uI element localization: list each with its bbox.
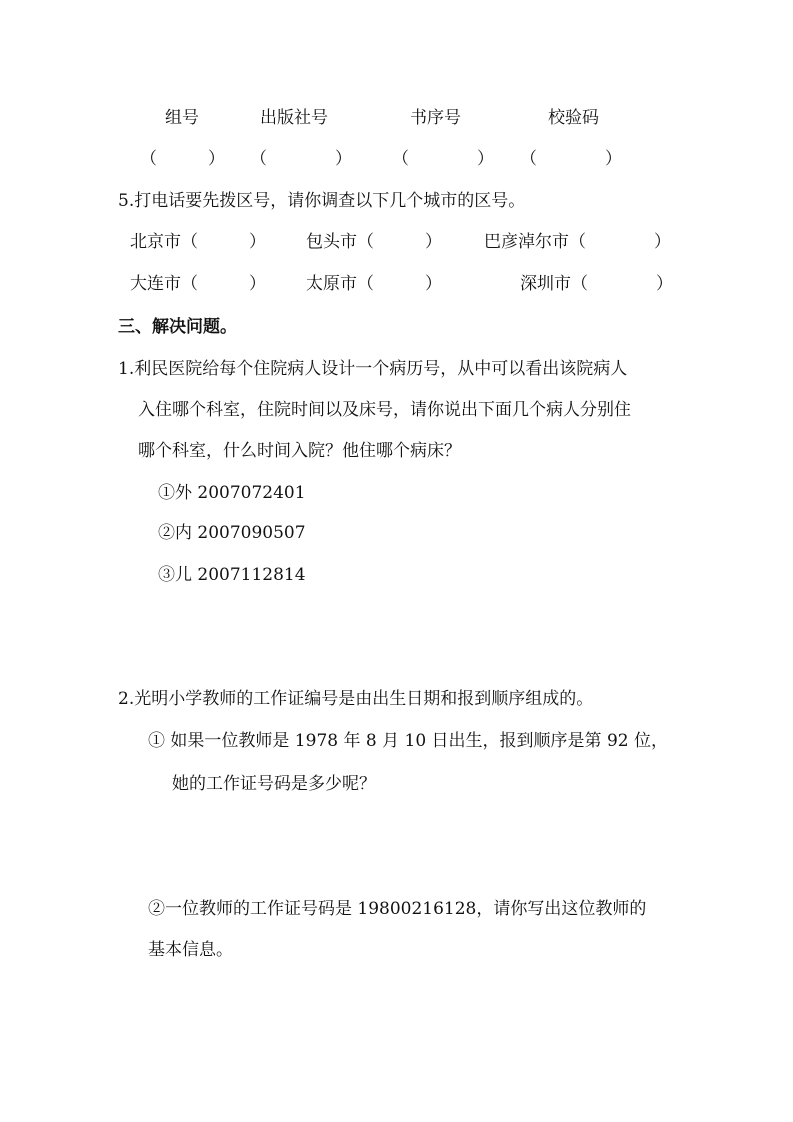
city-shenzhen[interactable]: 深圳市（ ） [520, 274, 673, 294]
blank-group-number[interactable]: （ ） [140, 149, 225, 169]
city-dalian[interactable]: 大连市（ ） [130, 274, 266, 294]
blank-book-number[interactable]: （ ） [392, 149, 494, 169]
p1-item-1: ①外 2007072401 [158, 483, 306, 503]
section-heading: 三、解决问题。 [118, 317, 237, 337]
blank-publisher-number[interactable]: （ ） [250, 149, 352, 169]
p2-title: 2.光明小学教师的工作证编号是由出生日期和报到顺序组成的。 [118, 689, 594, 709]
city-baotou[interactable]: 包头市（ ） [306, 232, 442, 252]
p1-line1: 1.利民医院给每个住院病人设计一个病历号，从中可以看出该院病人 [118, 359, 628, 379]
p2-sub2-line1: ②一位教师的工作证号码是 19800216128，请你写出这位教师的 [148, 899, 647, 919]
p1-line2: 入住哪个科室，住院时间以及床号，请你说出下面几个病人分别住 [138, 400, 631, 420]
label-publisher-number: 出版社号 [260, 108, 328, 128]
blank-check-digit[interactable]: （ ） [520, 149, 622, 169]
p2-sub2-line2: 基本信息。 [148, 940, 233, 960]
p1-item-3: ③儿 2007112814 [158, 565, 306, 585]
city-bayannur[interactable]: 巴彦淖尔市（ ） [484, 232, 671, 252]
city-beijing[interactable]: 北京市（ ） [130, 232, 266, 252]
p1-line3: 哪个科室，什么时间入院？他住哪个病床？ [138, 441, 461, 461]
label-check-digit: 校验码 [548, 108, 599, 128]
p2-sub1-line2: 她的工作证号码是多少呢？ [172, 774, 376, 794]
p1-item-2: ②内 2007090507 [158, 523, 306, 543]
label-group-number: 组号 [165, 108, 199, 128]
city-taiyuan[interactable]: 太原市（ ） [306, 274, 442, 294]
p2-sub1-line1: ① 如果一位教师是 1978 年 8 月 10 日出生，报到顺序是第 92 位， [148, 731, 668, 751]
label-book-number: 书序号 [410, 108, 461, 128]
q5-title: 5.打电话要先拨区号，请你调查以下几个城市的区号。 [118, 191, 526, 211]
